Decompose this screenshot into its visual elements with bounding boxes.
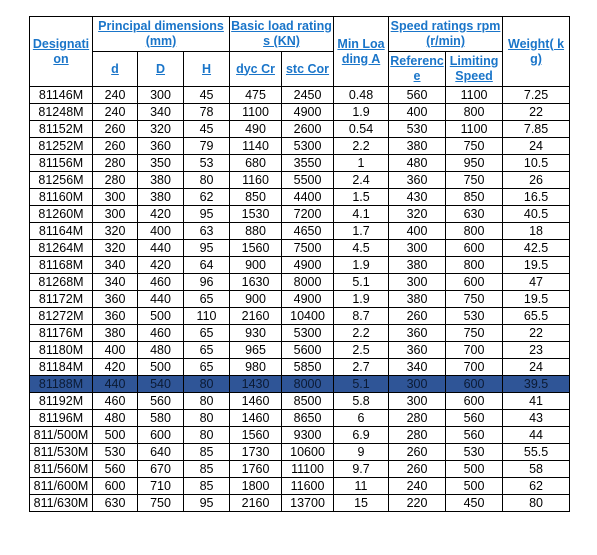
cell-d: 440 [93,376,138,393]
cell-d: 280 [93,155,138,172]
table-row[interactable] [30,189,570,206]
table-row[interactable] [30,87,570,104]
cell-designation: 81152M [30,121,93,138]
cell-d: 300 [93,189,138,206]
cell-H: 80 [184,427,230,444]
cell-H: 80 [184,410,230,427]
cell-D: 380 [138,189,184,206]
cell-dynamic-cr: 1460 [230,393,282,410]
cell-dynamic-cr: 880 [230,223,282,240]
cell-static-cor: 5500 [282,172,334,189]
cell-reference-speed: 260 [389,308,446,325]
cell-weight: 55.5 [503,444,570,461]
cell-D: 440 [138,291,184,308]
cell-limiting-speed: 530 [446,444,503,461]
cell-dynamic-cr: 1560 [230,240,282,257]
table-row[interactable] [30,155,570,172]
cell-d: 260 [93,121,138,138]
cell-d: 280 [93,172,138,189]
cell-weight: 24 [503,138,570,155]
cell-d: 320 [93,240,138,257]
cell-D: 710 [138,478,184,495]
cell-min-loading: 4.1 [334,206,389,223]
cell-d: 530 [93,444,138,461]
cell-limiting-speed: 800 [446,223,503,240]
cell-D: 640 [138,444,184,461]
cell-limiting-speed: 500 [446,478,503,495]
cell-H: 80 [184,376,230,393]
cell-min-loading: 1.7 [334,223,389,240]
cell-designation: 81146M [30,87,93,104]
header-limiting-speed[interactable]: Limiting Speed [446,52,503,87]
cell-weight: 24 [503,359,570,376]
cell-reference-speed: 400 [389,223,446,240]
cell-designation: 811/500M [30,427,93,444]
cell-limiting-speed: 600 [446,274,503,291]
cell-static-cor: 3550 [282,155,334,172]
cell-reference-speed: 260 [389,444,446,461]
cell-D: 580 [138,410,184,427]
cell-D: 420 [138,206,184,223]
table-row[interactable] [30,104,570,121]
cell-reference-speed: 360 [389,325,446,342]
cell-dynamic-cr: 850 [230,189,282,206]
cell-weight: 19.5 [503,257,570,274]
table-row[interactable] [30,172,570,189]
cell-reference-speed: 300 [389,274,446,291]
cell-d: 300 [93,206,138,223]
bearing-spec-table [29,16,570,512]
cell-designation: 81248M [30,104,93,121]
cell-dynamic-cr: 930 [230,325,282,342]
cell-static-cor: 9300 [282,427,334,444]
cell-H: 65 [184,359,230,376]
cell-weight: 26 [503,172,570,189]
cell-static-cor: 8650 [282,410,334,427]
cell-D: 600 [138,427,184,444]
header-static-cor[interactable]: stc Cor [282,52,334,87]
cell-weight: 19.5 [503,291,570,308]
cell-D: 400 [138,223,184,240]
cell-H: 80 [184,172,230,189]
cell-dynamic-cr: 1760 [230,461,282,478]
table-row[interactable] [30,359,570,376]
cell-dynamic-cr: 900 [230,291,282,308]
cell-H: 78 [184,104,230,121]
cell-reference-speed: 260 [389,461,446,478]
cell-designation: 81176M [30,325,93,342]
cell-dynamic-cr: 2160 [230,308,282,325]
cell-dynamic-cr: 2160 [230,495,282,512]
cell-weight: 42.5 [503,240,570,257]
cell-weight: 80 [503,495,570,512]
cell-static-cor: 2600 [282,121,334,138]
cell-static-cor: 4900 [282,257,334,274]
header-d[interactable]: d [93,52,138,87]
cell-designation: 811/560M [30,461,93,478]
cell-weight: 23 [503,342,570,359]
cell-D: 440 [138,240,184,257]
cell-min-loading: 2.4 [334,172,389,189]
cell-designation: 81172M [30,291,93,308]
cell-min-loading: 4.5 [334,240,389,257]
cell-designation: 81268M [30,274,93,291]
table-row[interactable] [30,138,570,155]
table-row[interactable] [30,376,570,393]
cell-d: 460 [93,393,138,410]
cell-limiting-speed: 600 [446,393,503,410]
cell-static-cor: 5850 [282,359,334,376]
cell-H: 63 [184,223,230,240]
cell-static-cor: 10600 [282,444,334,461]
cell-H: 65 [184,342,230,359]
cell-limiting-speed: 950 [446,155,503,172]
cell-H: 85 [184,461,230,478]
cell-weight: 47 [503,274,570,291]
cell-static-cor: 11100 [282,461,334,478]
cell-limiting-speed: 530 [446,308,503,325]
cell-static-cor: 13700 [282,495,334,512]
cell-d: 420 [93,359,138,376]
cell-dynamic-cr: 980 [230,359,282,376]
cell-designation: 811/600M [30,478,93,495]
header-row-sub [30,52,570,87]
cell-reference-speed: 530 [389,121,446,138]
header-weight[interactable]: Weight( kg) [503,17,570,87]
cell-d: 480 [93,410,138,427]
cell-dynamic-cr: 965 [230,342,282,359]
cell-d: 260 [93,138,138,155]
cell-dynamic-cr: 1730 [230,444,282,461]
cell-min-loading: 8.7 [334,308,389,325]
cell-limiting-speed: 800 [446,257,503,274]
cell-d: 630 [93,495,138,512]
cell-H: 45 [184,87,230,104]
cell-designation: 81184M [30,359,93,376]
cell-dynamic-cr: 1430 [230,376,282,393]
cell-d: 560 [93,461,138,478]
cell-limiting-speed: 600 [446,240,503,257]
cell-static-cor: 4400 [282,189,334,206]
cell-d: 340 [93,274,138,291]
cell-dynamic-cr: 1560 [230,427,282,444]
cell-reference-speed: 340 [389,359,446,376]
cell-D: 380 [138,172,184,189]
cell-d: 360 [93,291,138,308]
header-row-top [30,17,570,52]
cell-weight: 40.5 [503,206,570,223]
cell-reference-speed: 240 [389,478,446,495]
cell-limiting-speed: 750 [446,291,503,308]
cell-limiting-speed: 450 [446,495,503,512]
table-row[interactable] [30,121,570,138]
cell-d: 380 [93,325,138,342]
table-body [30,87,570,512]
cell-limiting-speed: 1100 [446,87,503,104]
cell-D: 750 [138,495,184,512]
cell-d: 320 [93,223,138,240]
table-row[interactable] [30,444,570,461]
cell-limiting-speed: 600 [446,376,503,393]
table-row[interactable] [30,223,570,240]
cell-dynamic-cr: 475 [230,87,282,104]
cell-designation: 81156M [30,155,93,172]
cell-static-cor: 8000 [282,376,334,393]
cell-min-loading: 1.9 [334,257,389,274]
cell-H: 64 [184,257,230,274]
table-row[interactable] [30,206,570,223]
cell-dynamic-cr: 1800 [230,478,282,495]
cell-designation: 811/630M [30,495,93,512]
header-speed-ratings[interactable]: Speed ratings rpm (r/min) [389,17,503,52]
cell-static-cor: 8000 [282,274,334,291]
cell-static-cor: 10400 [282,308,334,325]
table-row[interactable] [30,478,570,495]
cell-d: 240 [93,104,138,121]
cell-D: 320 [138,121,184,138]
cell-reference-speed: 380 [389,257,446,274]
cell-H: 110 [184,308,230,325]
cell-d: 500 [93,427,138,444]
header-H[interactable]: H [184,52,230,87]
cell-min-loading: 1 [334,155,389,172]
cell-min-loading: 9.7 [334,461,389,478]
cell-D: 420 [138,257,184,274]
cell-reference-speed: 300 [389,393,446,410]
cell-static-cor: 5600 [282,342,334,359]
cell-dynamic-cr: 1530 [230,206,282,223]
cell-static-cor: 5300 [282,138,334,155]
cell-d: 360 [93,308,138,325]
cell-reference-speed: 380 [389,138,446,155]
cell-H: 65 [184,325,230,342]
cell-weight: 62 [503,478,570,495]
table-row[interactable] [30,427,570,444]
cell-min-loading: 2.5 [334,342,389,359]
cell-min-loading: 0.48 [334,87,389,104]
cell-reference-speed: 220 [389,495,446,512]
cell-limiting-speed: 630 [446,206,503,223]
cell-reference-speed: 300 [389,376,446,393]
table-row[interactable] [30,308,570,325]
cell-designation: 81272M [30,308,93,325]
cell-d: 600 [93,478,138,495]
cell-weight: 65.5 [503,308,570,325]
cell-D: 560 [138,393,184,410]
cell-min-loading: 11 [334,478,389,495]
cell-limiting-speed: 850 [446,189,503,206]
table-row[interactable] [30,240,570,257]
cell-min-loading: 6.9 [334,427,389,444]
cell-min-loading: 2.7 [334,359,389,376]
cell-designation: 81196M [30,410,93,427]
cell-H: 65 [184,291,230,308]
cell-D: 480 [138,342,184,359]
cell-dynamic-cr: 1100 [230,104,282,121]
cell-limiting-speed: 800 [446,104,503,121]
cell-D: 460 [138,274,184,291]
cell-static-cor: 7500 [282,240,334,257]
cell-designation: 81264M [30,240,93,257]
cell-dynamic-cr: 1160 [230,172,282,189]
cell-D: 360 [138,138,184,155]
cell-static-cor: 5300 [282,325,334,342]
cell-limiting-speed: 750 [446,138,503,155]
cell-limiting-speed: 750 [446,172,503,189]
cell-static-cor: 4650 [282,223,334,240]
header-basic-load-ratings[interactable]: Basic load ratings (KN) [230,17,334,52]
cell-dynamic-cr: 900 [230,257,282,274]
cell-limiting-speed: 560 [446,410,503,427]
cell-min-loading: 5.1 [334,274,389,291]
cell-min-loading: 1.9 [334,291,389,308]
cell-weight: 58 [503,461,570,478]
cell-reference-speed: 360 [389,342,446,359]
cell-dynamic-cr: 1630 [230,274,282,291]
cell-min-loading: 6 [334,410,389,427]
cell-d: 340 [93,257,138,274]
table-row[interactable] [30,325,570,342]
cell-H: 53 [184,155,230,172]
cell-reference-speed: 280 [389,410,446,427]
cell-designation: 81180M [30,342,93,359]
cell-designation: 811/530M [30,444,93,461]
cell-D: 670 [138,461,184,478]
table-row[interactable] [30,410,570,427]
cell-designation: 81168M [30,257,93,274]
header-dynamic-cr[interactable]: dyc Cr [230,52,282,87]
cell-min-loading: 2.2 [334,138,389,155]
cell-reference-speed: 280 [389,427,446,444]
cell-reference-speed: 360 [389,172,446,189]
cell-designation: 81256M [30,172,93,189]
table-row[interactable] [30,274,570,291]
cell-D: 500 [138,359,184,376]
table-row[interactable] [30,342,570,359]
cell-reference-speed: 480 [389,155,446,172]
cell-min-loading: 2.2 [334,325,389,342]
cell-min-loading: 1.9 [334,104,389,121]
cell-static-cor: 8500 [282,393,334,410]
header-designation[interactable]: Designation [30,17,93,87]
cell-limiting-speed: 700 [446,342,503,359]
cell-static-cor: 7200 [282,206,334,223]
cell-reference-speed: 380 [389,291,446,308]
header-min-loading[interactable]: Min Loading A [334,17,389,87]
header-D[interactable]: D [138,52,184,87]
cell-D: 340 [138,104,184,121]
cell-min-loading: 5.8 [334,393,389,410]
cell-weight: 43 [503,410,570,427]
cell-H: 80 [184,393,230,410]
table-row[interactable] [30,461,570,478]
cell-weight: 22 [503,104,570,121]
table-row[interactable] [30,495,570,512]
cell-D: 500 [138,308,184,325]
cell-limiting-speed: 1100 [446,121,503,138]
cell-H: 45 [184,121,230,138]
table-row[interactable] [30,257,570,274]
cell-min-loading: 5.1 [334,376,389,393]
table-row[interactable] [30,393,570,410]
cell-static-cor: 4900 [282,104,334,121]
cell-weight: 16.5 [503,189,570,206]
cell-D: 300 [138,87,184,104]
header-reference-speed[interactable]: Reference [389,52,446,87]
cell-reference-speed: 560 [389,87,446,104]
cell-reference-speed: 430 [389,189,446,206]
bearing-spec-table-container [29,16,569,512]
cell-dynamic-cr: 680 [230,155,282,172]
cell-designation: 81164M [30,223,93,240]
cell-d: 400 [93,342,138,359]
cell-weight: 7.85 [503,121,570,138]
cell-weight: 39.5 [503,376,570,393]
cell-designation: 81160M [30,189,93,206]
cell-H: 85 [184,478,230,495]
cell-H: 85 [184,444,230,461]
cell-static-cor: 11600 [282,478,334,495]
cell-weight: 22 [503,325,570,342]
cell-D: 350 [138,155,184,172]
cell-reference-speed: 300 [389,240,446,257]
cell-static-cor: 4900 [282,291,334,308]
cell-H: 96 [184,274,230,291]
cell-min-loading: 0.54 [334,121,389,138]
cell-limiting-speed: 750 [446,325,503,342]
table-row[interactable] [30,291,570,308]
cell-d: 240 [93,87,138,104]
cell-dynamic-cr: 1140 [230,138,282,155]
cell-min-loading: 1.5 [334,189,389,206]
cell-weight: 44 [503,427,570,444]
cell-dynamic-cr: 1460 [230,410,282,427]
cell-limiting-speed: 700 [446,359,503,376]
cell-D: 460 [138,325,184,342]
cell-designation: 81252M [30,138,93,155]
cell-min-loading: 9 [334,444,389,461]
cell-D: 540 [138,376,184,393]
cell-H: 95 [184,240,230,257]
cell-weight: 10.5 [503,155,570,172]
cell-limiting-speed: 560 [446,427,503,444]
cell-H: 95 [184,495,230,512]
cell-dynamic-cr: 490 [230,121,282,138]
cell-static-cor: 2450 [282,87,334,104]
cell-H: 79 [184,138,230,155]
cell-weight: 41 [503,393,570,410]
header-principal-dimensions[interactable]: Principal dimensions (mm) [93,17,230,52]
cell-H: 95 [184,206,230,223]
cell-weight: 18 [503,223,570,240]
cell-weight: 7.25 [503,87,570,104]
cell-designation: 81260M [30,206,93,223]
cell-designation: 81192M [30,393,93,410]
cell-H: 62 [184,189,230,206]
cell-reference-speed: 320 [389,206,446,223]
cell-designation: 81188M [30,376,93,393]
cell-reference-speed: 400 [389,104,446,121]
cell-limiting-speed: 500 [446,461,503,478]
cell-min-loading: 15 [334,495,389,512]
